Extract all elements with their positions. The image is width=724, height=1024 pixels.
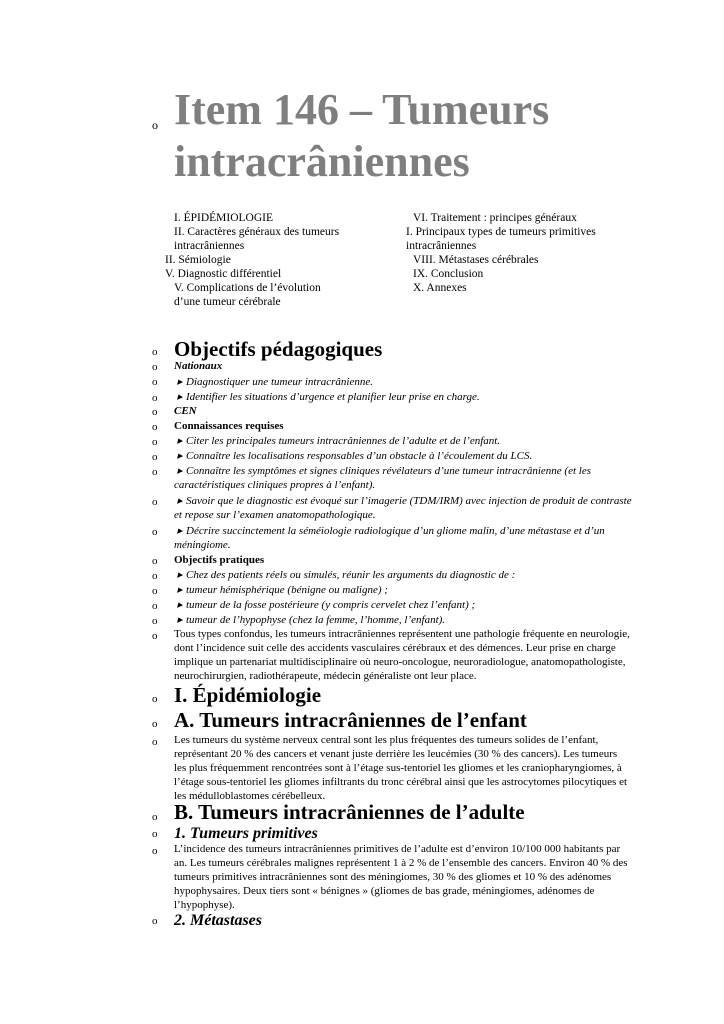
toc-item[interactable]: II. Sémiologie [165,254,231,266]
toc-item[interactable]: II. Caractères généraux des tumeurs intracrâniennes [174,226,340,252]
toc-item[interactable]: V. Diagnostic différentiel [165,268,282,280]
triangle-bullet-icon: ▶ [177,601,183,609]
list-bullet: o [152,346,158,358]
list-bullet: o [152,570,158,582]
list-bullet: o [152,436,158,448]
section-heading: B. Tumeurs intracrâniennes de l’adulte [174,800,525,824]
toc-item[interactable]: V. Complications de l’évolution d’une tumeur cérébrale [174,282,321,308]
list-bullet: o [152,526,158,538]
triangle-bullet-icon: ▶ [177,571,183,579]
subsection-heading: 2. Métastases [174,912,262,929]
list-item: ▶ Citer les principales tumeurs intracrâniennes de l’adulte et de l’enfant. [174,434,634,448]
list-bullet: o [152,406,158,418]
paragraph: Tous types confondus, les tumeurs intracrâniennes représentent une pathologie fréquente en neurologie, dont l’incidence suit celle des accidents vasculaires cérébraux et des démences. Leur prise en charge implique un partenariat multidisciplinaire où neuro-oncologue, neuroradiologue, anatomopathologiste, neurochirurgien, radiothérapeute, médecin généraliste ont leur place. [174,628,630,682]
list-item: ▶ Décrire succinctement la séméiologie radiologique d’un gliome malin, d’une métastase et d’un méningiome. [174,525,605,551]
list-item: ▶ Chez des patients réels ou simulés, réunir les arguments du diagnostic de : [174,568,634,582]
list-item: ▶ tumeur de l’hypophyse (chez la femme, l’homme, l’enfant). [174,613,634,627]
subheading: Objectifs pratiques [174,554,265,566]
triangle-bullet-icon: ▶ [177,497,183,505]
list-bullet: o [152,600,158,612]
triangle-bullet-icon: ▶ [177,452,183,460]
list-bullet: o [152,811,158,823]
list-bullet: o [152,845,158,857]
toc-item[interactable]: I. ÉPIDÉMIOLOGIE [174,212,274,224]
triangle-bullet-icon: ▶ [177,467,183,475]
list-item: ▶ Connaître les symptômes et signes cliniques révélateurs d’une tumeur intracrânienne (et les caractéristiques cliniques propres à l’enfant). [174,465,591,491]
list-bullet: o [152,915,158,927]
triangle-bullet-icon: ▶ [177,437,183,445]
list-bullet: o [152,585,158,597]
triangle-bullet-icon: ▶ [177,527,183,535]
page-title: Item 146 – Tumeurs intracrâniennes [174,85,550,186]
list-item: ▶ Identifier les situations d’urgence et planifier leur prise en charge. [174,390,634,404]
triangle-bullet-icon: ▶ [177,378,183,386]
list-item: ▶ tumeur de la fosse postérieure (y compris cervelet chez l’enfant) ; [174,598,634,612]
subheading: Nationaux [174,360,223,372]
list-bullet: o [152,828,158,840]
toc-item[interactable]: VI. Traitement : principes généraux [413,212,577,224]
list-bullet: o [152,466,158,478]
toc-item[interactable]: VIII. Métastases cérébrales [413,254,539,266]
list-bullet: o [152,496,158,508]
list-bullet: o [152,630,158,642]
list-bullet: o [152,392,158,404]
toc-item[interactable]: X. Annexes [413,282,467,294]
list-bullet: o [152,376,158,388]
list-bullet: o [152,421,158,433]
paragraph: L’incidence des tumeurs intracrâniennes primitives de l’adulte est d’environ 10/100 000 habitants par an. Les tumeurs cérébrales malignes représentent 1 à 2 % de l’ensemble des cancers. Environ 40 % des tumeurs primitives intracrâniennes sont des méningiomes, 30 % des gliomes et 10 % des adénomes hypophysaires. Deux tiers sont « bénignes » (gliomes de bas grade, méningiomes, adénomes de l’hypophyse). [174,843,628,911]
paragraph: Les tumeurs du système nerveux central sont les plus fréquentes des tumeurs solides de l’enfant, représentant 20 % des cancers et venant juste derrière les leucémies (30 % des cancers). Les tumeurs les plus fréquemment rencontrées sont à l’étage sus-tentoriel les gliomes et les craniopharyngiomes, à l’étage sous-tentoriel les gliomes infiltrants du tronc cérébral ainsi que les astrocytomes pilocytiques et les médulloblastomes cérébelleux. [174,734,628,802]
toc-item[interactable]: I. Principaux types de tumeurs primitives intracrâniennes [406,226,596,252]
subheading: CEN [174,405,197,417]
list-item: ▶ Savoir que le diagnostic est évoqué sur l’imagerie (TDM/IRM) avec injection de produit de contraste et repose sur l’examen anatomopathologique. [174,495,632,521]
section-heading: A. Tumeurs intracrâniennes de l’enfant [174,708,527,732]
list-item: ▶ Diagnostiquer une tumeur intracrânienne. [174,375,634,389]
subheading: Connaissances requises [174,420,284,432]
list-bullet: o [152,615,158,627]
list-item: ▶ tumeur hémisphérique (bénigne ou maligne) ; [174,583,634,597]
triangle-bullet-icon: ▶ [177,586,183,594]
list-bullet: o [152,361,158,373]
list-bullet: o [152,118,158,132]
section-heading: Objectifs pédagogiques [174,337,383,361]
list-bullet: o [152,555,158,567]
section-heading: I. Épidémiologie [174,683,322,707]
list-bullet: o [152,451,158,463]
list-bullet: o [152,736,158,748]
triangle-bullet-icon: ▶ [177,393,183,401]
toc-item[interactable]: IX. Conclusion [413,268,484,280]
list-item: ▶ Connaître les localisations responsables d’un obstacle à l’écoulement du LCS. [174,449,634,463]
triangle-bullet-icon: ▶ [177,616,183,624]
list-bullet: o [152,718,158,730]
list-bullet: o [152,693,158,705]
subsection-heading: 1. Tumeurs primitives [174,825,318,842]
